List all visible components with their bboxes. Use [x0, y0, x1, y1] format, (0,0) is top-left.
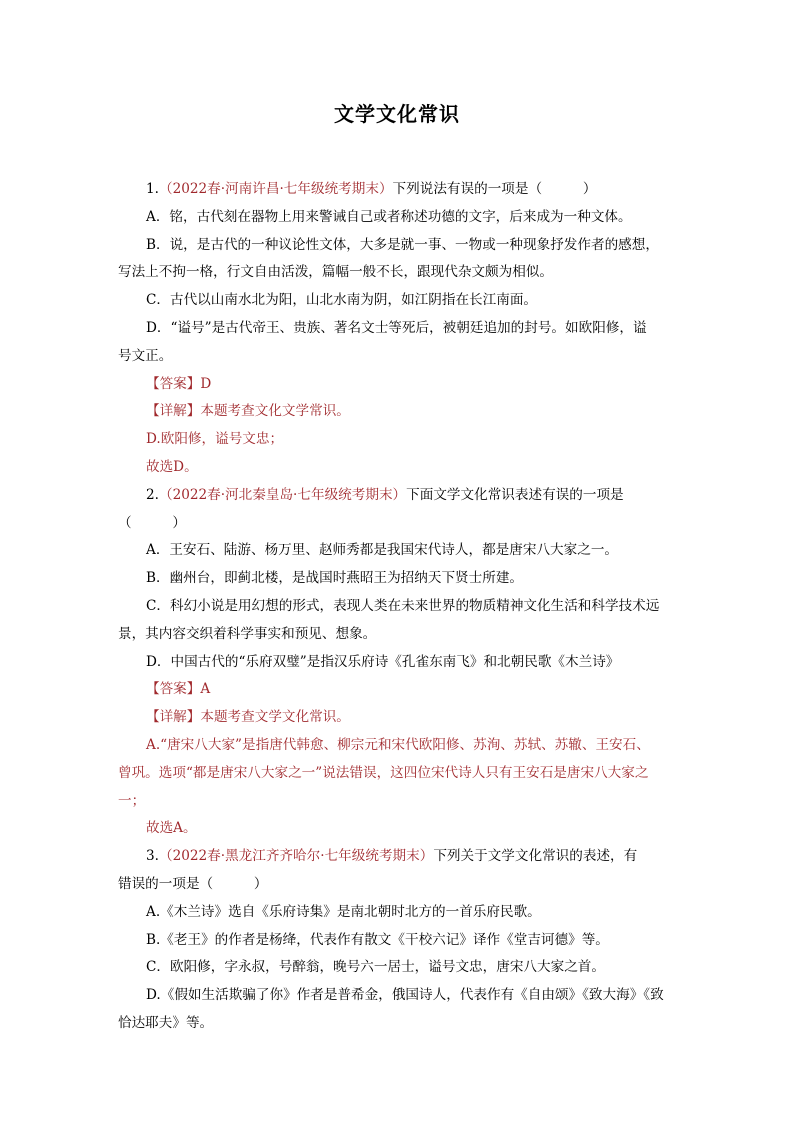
- page-title: 文学文化常识: [334, 102, 460, 126]
- explain-detail: A.“唐宋八大家”是指唐代韩愈、柳宗元和宋代欧阳修、苏洵、苏轼、苏辙、王安石、: [146, 736, 650, 753]
- question-source: （2022春·黑龙江齐齐哈尔·七年级统考期末）: [158, 848, 434, 865]
- option-a: A．铭，古代刻在器物上用来警诫自己或者称述功德的文字，后来成为一种文体。: [146, 208, 632, 225]
- option-c: C．科幻小说是用幻想的形式，表现人类在未来世界的物质精神文化生活和科学技术远: [146, 597, 660, 614]
- question-1: [118, 176, 678, 482]
- explain-text: 本题考查文学文化常识。: [200, 709, 350, 726]
- question-source: （2022春·河北秦皇岛·七年级统考期末）: [158, 486, 407, 503]
- option-d-continued: 恰达耶夫》等。: [118, 1014, 214, 1031]
- conclusion: 故选D。: [146, 458, 198, 475]
- answer-line: [118, 676, 678, 704]
- answer-label: 【答案】: [146, 375, 201, 392]
- option-d: D．中国古代的“乐府双璧”是指汉乐府诗《孔雀东南飞》和北朝民歌《木兰诗》: [146, 653, 620, 670]
- explain-line: [118, 704, 678, 732]
- explain-text: 本题考查文化文学常识。: [200, 403, 350, 420]
- option-b: B.《老王》的作者是杨绛，代表作有散文《干校六记》译作《堂吉诃德》等。: [146, 931, 609, 948]
- question-stem: 下列关于文学文化常识的表述，有: [433, 848, 638, 865]
- option-a: A．王安石、陆游、杨万里、赵师秀都是我国宋代诗人，都是唐宋八大家之一。: [146, 542, 619, 559]
- answer-line: [118, 371, 678, 399]
- question-stem: 下面文学文化常识表述有误的一项是: [406, 486, 624, 503]
- question-1-stem: [118, 176, 678, 204]
- question-stem-continued: （ ）: [118, 514, 186, 531]
- question-source: （2022春·河南许昌·七年级统考期末）: [158, 181, 393, 197]
- question-stem: 下列说法有误的一项是（ ）: [392, 181, 597, 197]
- question-3: [118, 843, 678, 1038]
- option-c-continued: 景，其内容交织着科学事实和预见、想象。: [118, 625, 377, 642]
- option-a: A.《木兰诗》选自《乐府诗集》是南北朝时北方的一首乐府民歌。: [146, 903, 541, 920]
- explain-label: 【详解】: [146, 403, 201, 420]
- explain-detail-end: 一；: [118, 792, 146, 809]
- option-d-continued: 号文正。: [118, 347, 173, 364]
- answer-label: 【答案】: [146, 681, 201, 698]
- question-number: 2.: [146, 486, 159, 503]
- question-list: [118, 176, 678, 1038]
- explain-line: [118, 398, 678, 426]
- question-number: 3.: [146, 848, 159, 865]
- answer-value: D: [200, 375, 212, 392]
- question-number: 1.: [146, 181, 159, 197]
- explain-detail-continued: 曾巩。选项“都是唐宋八大家之一”说法错误，这四位宋代诗人只有王安石是唐宋八大家之: [118, 764, 649, 781]
- option-c: C．古代以山南水北为阳，山北水南为阴，如江阴指在长江南面。: [146, 292, 538, 309]
- answer-value: A: [200, 681, 211, 698]
- option-d: D．“谥号”是古代帝王、贵族、著名文士等死后，被朝廷追加的封号。如欧阳修，谥: [146, 319, 647, 336]
- option-b-continued: 写法上不拘一格，行文自由活泼，篇幅一般不长，跟现代杂文颇为相似。: [118, 264, 553, 281]
- explain-label: 【详解】: [146, 709, 201, 726]
- option-b: B．说，是古代的一种议论性文体，大多是就一事、一物或一种现象抒发作者的感想，: [146, 236, 659, 253]
- option-c: C．欧阳修，字永叔，号醉翁，晚号六一居士，谥号文忠，唐宋八大家之首。: [146, 959, 605, 976]
- option-d: D.《假如生活欺骗了你》作者是普希金，俄国诗人，代表作有《自由颂》《致大海》《致: [146, 987, 664, 1004]
- conclusion: 故选A。: [146, 820, 197, 837]
- explain-detail: D.欧阳修，谥号文忠；: [146, 431, 284, 448]
- question-stem-continued: 错误的一项是（ ）: [118, 875, 268, 892]
- question-2-stem: [118, 482, 678, 510]
- option-b: B．幽州台，即蓟北楼，是战国时燕昭王为招纳天下贤士所建。: [146, 570, 524, 587]
- question-3-stem: [118, 843, 678, 871]
- question-2: [118, 482, 678, 843]
